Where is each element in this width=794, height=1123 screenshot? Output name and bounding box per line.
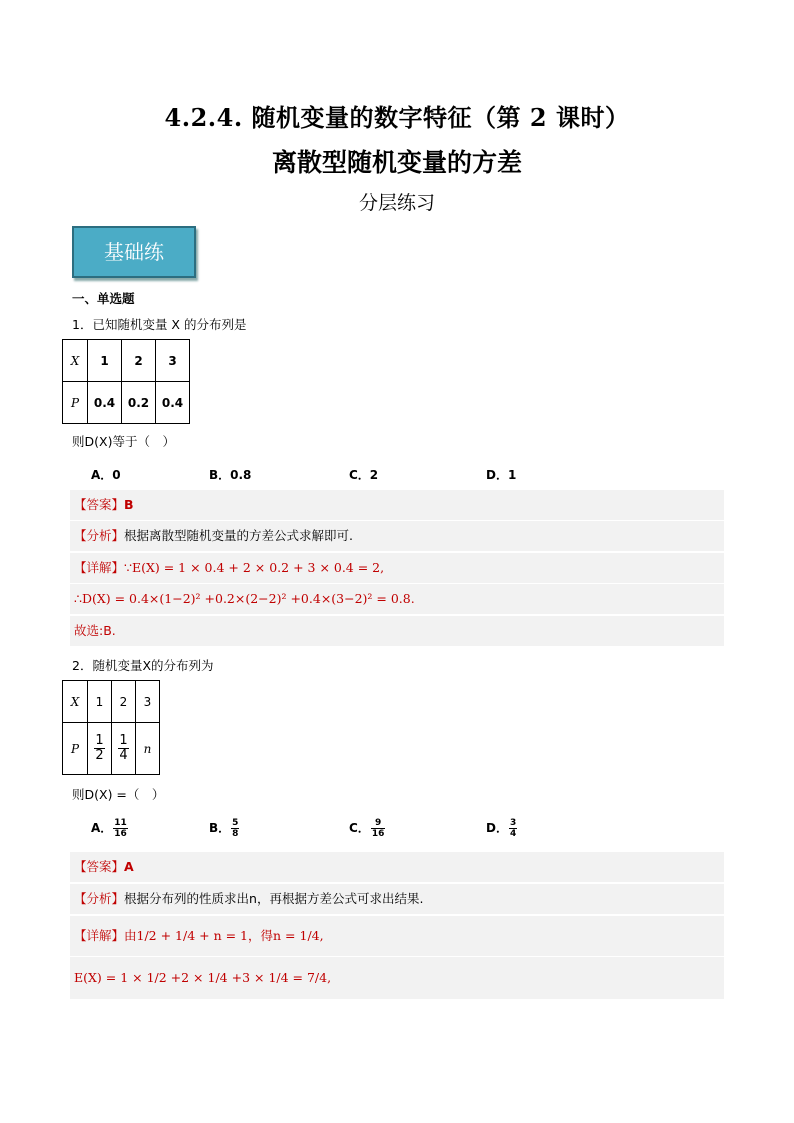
detail-line: ∴D(X) = 0.4×(1−2)² +0.2×(2−2)² +0.4×(3−2)² = 0.8. — [74, 591, 415, 606]
analysis-tag: 【分析】 — [74, 528, 125, 543]
q1-conclusion-row — [70, 616, 724, 646]
q2-option-d: D． $\frac{3}{4}$ — [486, 818, 517, 839]
q2-detail-row — [70, 916, 724, 956]
table-cell — [88, 723, 112, 775]
detail-line: ∵E(X) = 1 × 0.4 + 2 × 0.2 + 3 × 0.4 = 2, — [124, 560, 385, 575]
table-cell: P — [63, 723, 88, 775]
detail-tag: 【详解】 — [74, 560, 125, 575]
analysis-tag: 【分析】 — [74, 891, 125, 906]
conclusion-text: 故选:B. — [74, 623, 116, 638]
analysis-text: 根据分布列的性质求出n，再根据方差公式可求出结果. — [124, 891, 424, 906]
section-heading: 一、单选题 — [72, 291, 135, 306]
table-cell: 0.4 — [88, 382, 122, 424]
q2-option-a: A． $\frac{11}{16}$ — [91, 818, 127, 839]
page-subtitle: 离散型随机变量的方差 — [271, 148, 522, 177]
q2-ask: 则D(X) =（ ） — [72, 787, 165, 802]
level-badge: 基础练 — [72, 226, 196, 278]
table-cell: 1 — [88, 340, 122, 382]
fraction: $\frac{1}{2}$ — [95, 733, 104, 763]
answer-tag: 【答案】 — [74, 497, 125, 512]
q2-distribution-table — [62, 680, 160, 775]
q2-answer-row — [70, 852, 724, 882]
table-cell: X — [63, 340, 88, 382]
answer-tag: 【答案】 — [74, 859, 125, 874]
q1-option-c: C．2 — [349, 468, 379, 482]
q1-option-b: B．0.8 — [209, 468, 252, 482]
q1-option-d: D．1 — [486, 468, 517, 482]
table-cell: X — [63, 681, 88, 723]
q2-stem: 2．随机变量X的分布列为 — [72, 658, 214, 673]
table-cell: 0.4 — [156, 382, 190, 424]
detail-tag: 【详解】 — [74, 928, 125, 943]
fraction: $\frac{1}{4}$ — [119, 733, 128, 763]
page-title: 4.2.4. 随机变量的数字特征（第 2 课时） — [164, 103, 630, 132]
table-cell: n — [136, 723, 160, 775]
q2-option-b: B． $\frac{5}{8}$ — [209, 818, 239, 839]
table-cell: 2 — [112, 681, 136, 723]
table-cell: 1 — [88, 681, 112, 723]
q1-distribution-table — [62, 339, 190, 424]
table-cell: P — [63, 382, 88, 424]
analysis-text: 根据离散型随机变量的方差公式求解即可. — [124, 528, 353, 543]
q2-analysis-row — [70, 884, 724, 914]
q1-analysis-row — [70, 521, 724, 551]
detail-line: E(X) = 1 × 1/2 +2 × 1/4 +3 × 1/4 = 7/4, — [74, 970, 332, 985]
q1-detail-row — [70, 553, 724, 583]
table-cell: 3 — [136, 681, 160, 723]
q2-detail-row-2 — [70, 957, 724, 999]
q1-option-a: A．0 — [91, 468, 121, 482]
q1-answer-row — [70, 490, 724, 520]
q1-stem: 1．已知随机变量 X 的分布列是 — [72, 317, 247, 332]
q1-detail-row-2 — [70, 584, 724, 614]
answer-value: A — [124, 859, 134, 874]
q2-option-c: C． $\frac{9}{16}$ — [349, 818, 385, 839]
table-cell: 2 — [122, 340, 156, 382]
q1-ask: 则D(X)等于（ ） — [72, 434, 175, 449]
section-subtitle: 分层练习 — [358, 192, 435, 214]
table-cell: 0.2 — [122, 382, 156, 424]
detail-line: 由1/2 + 1/4 + n = 1，得n = 1/4, — [124, 928, 324, 943]
table-cell — [112, 723, 136, 775]
answer-value: B — [124, 497, 134, 512]
table-cell: 3 — [156, 340, 190, 382]
